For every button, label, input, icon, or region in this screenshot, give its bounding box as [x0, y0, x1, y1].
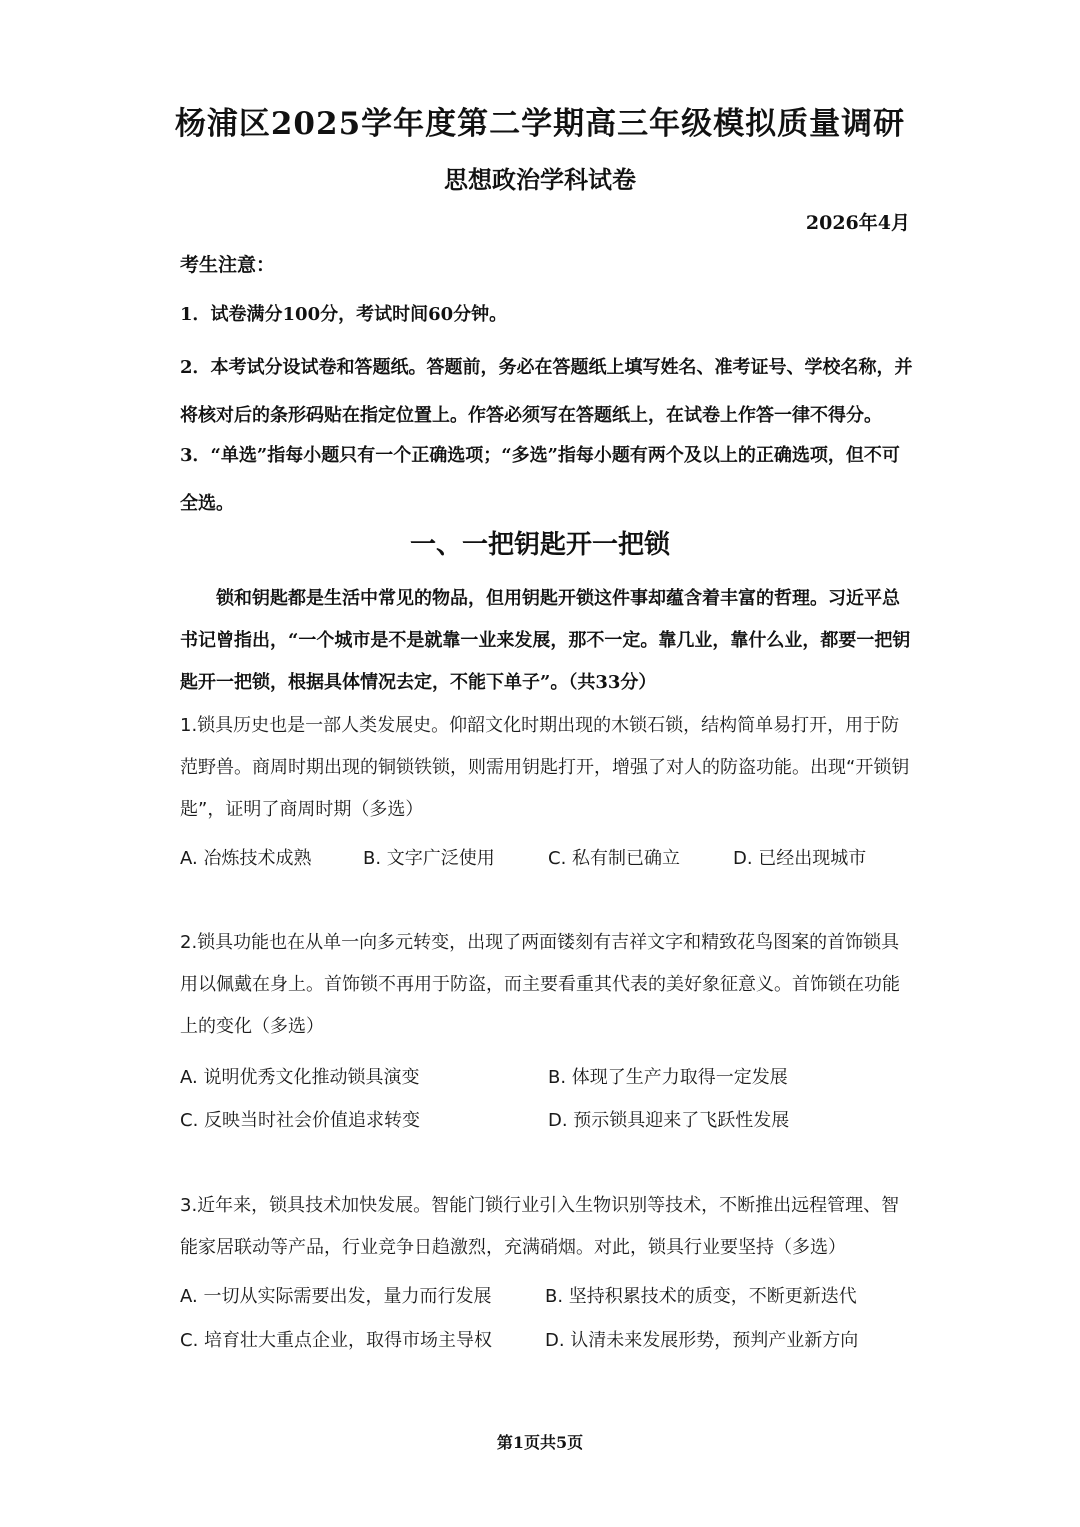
option-b: B. 文字广泛使用	[363, 848, 495, 869]
option-d: D. 已经出现城市	[733, 848, 867, 869]
option-d: D. 认清未来发展形势，预判产业新方向	[545, 1330, 859, 1351]
option-c: C. 反映当时社会价值追求转变	[180, 1110, 421, 1131]
question-3-stem: 3.近年来，锁具技术加快发展。智能门锁行业引入生物识别等技术，不断推出远程管理、智能家居联动等产品，行业竞争日趋激烈，充满硝烟。对此，锁具行业要坚持（多选）	[180, 1195, 900, 1258]
exam-subtitle: 思想政治学科试卷	[444, 165, 636, 194]
exam-title: 杨浦区2025学年度第二学期高三年级模拟质量调研	[174, 106, 906, 142]
option-a: A. 说明优秀文化推动锁具演变	[180, 1067, 420, 1088]
exam-date: 2026年4月	[805, 212, 910, 234]
option-b: B. 坚持积累技术的质变，不断更新迭代	[545, 1286, 857, 1307]
notice-heading: 考生注意：	[180, 254, 276, 276]
notice-item-1: 1．试卷满分100分，考试时间60分钟。	[180, 304, 508, 325]
section-intro: 锁和钥匙都是生活中常见的物品，但用钥匙开锁这件事却蕴含着丰富的哲理。习近平总书记曾指出，“一个城市是不是就靠一业来发展，那不一定。靠几业，靠什么业，都要一把钥匙开一把锁，根据具体情况去定，不能下单子”。（共33分）	[180, 588, 911, 693]
page-number: 第1页共5页	[496, 1433, 584, 1452]
option-c: C. 私有制已确立	[548, 848, 681, 869]
option-a: A. 冶炼技术成熟	[180, 848, 312, 869]
question-2-stem: 2.锁具功能也在从单一向多元转变，出现了两面镂刻有吉祥文字和精致花鸟图案的首饰锁具用以佩戴在身上。首饰锁不再用于防盗，而主要看重其代表的美好象征意义。首饰锁在功能上的变化（多选）	[180, 932, 900, 1037]
option-c: C. 培育壮大重点企业，取得市场主导权	[180, 1330, 493, 1351]
question-1-stem: 1.锁具历史也是一部人类发展史。仰韶文化时期出现的木锁石锁，结构简单易打开，用于防范野兽。商周时期出现的铜锁铁锁，则需用钥匙打开，增强了对人的防盗功能。出现“开锁钥匙”，证明了商周时期（多选）	[180, 715, 910, 820]
option-b: B. 体现了生产力取得一定发展	[548, 1067, 788, 1088]
option-d: D. 预示锁具迎来了飞跃性发展	[548, 1110, 790, 1131]
option-a: A. 一切从实际需要出发，量力而行发展	[180, 1286, 492, 1307]
notice-item-3: 3．“单选”指每小题只有一个正确选项；“多选”指每小题有两个及以上的正确选项，但不可全选。	[180, 445, 900, 514]
notice-item-2: 2．本考试分设试卷和答题纸。答题前，务必在答题纸上填写姓名、准考证号、学校名称，并将核对后的条形码贴在指定位置上。作答必须写在答题纸上，在试卷上作答一律不得分。	[180, 357, 913, 426]
section-title: 一、一把钥匙开一把锁	[409, 530, 670, 560]
